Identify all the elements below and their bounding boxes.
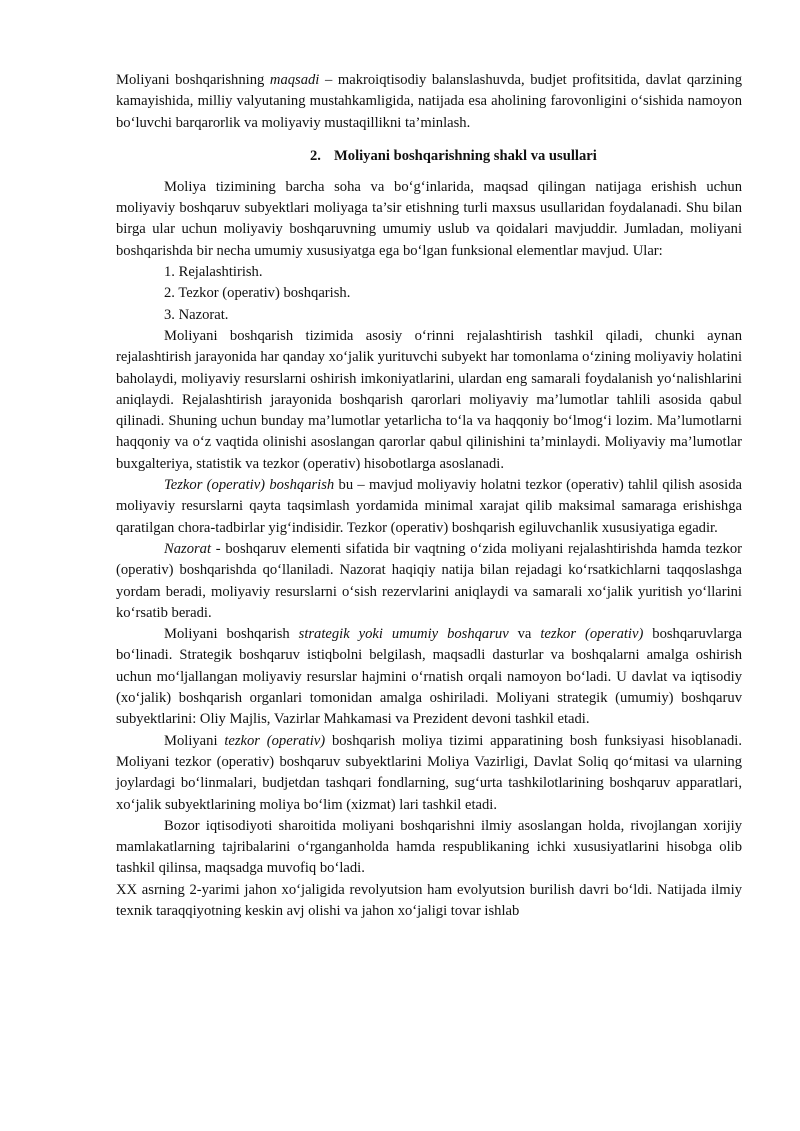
paragraph-planning: Moliyani boshqarish tizimida asosiy o‘rinni rejalashtirish tashkil qiladi, chunki aynan rejalashtirish jarayonida har qanday xo‘jalik yurituvchi subyekt har tomonlama o‘zining moliyaviy holatini baholaydi, moliyaviy resurslarni oshirish imkoniyatlarini, ulardan eng samarali foydalanish yo‘nalishlarini aniqlaydi. Rejalashtirish jarayonida boshqarish qarorlari moliyaviy ma’lumotlar tahlili asosida qabul qilinadi. Shuning uchun bunday ma’lumotlar yetarlicha to‘la va haqqoniy bo‘lmog‘i lozim. Ma’lumotlarni haqqoniy va o‘z vaqtida olinishi asoslangan qarorlar qabul qilinishini ta’minlaydi. Moliyaviy ma’lumotlar buxgalteriya, statistik va tezkor (operativ) hisobotlarga asoslanadi. [116,327,742,472]
document-body [116,70,742,922]
text-run: Moliyani boshqarishning [116,72,270,88]
italic-term: Tezkor (operativ) boshqarish [164,477,335,494]
text-run: boshqaruvlarga bo‘linadi. Strategik boshqaruv istiqbolni belgilash, maqsadli dasturlar va boshqalarni amalga oshirish uchun mo‘ljallangan moliyaviy resurslar hajmini o‘rnatish orqali namoyon bo‘ladi. U davlat va iqtisodiy (xo‘jalik) boshqarish organlari tomonidan amalga oshiriladi. Moliyani strategik (umumiy) boshqaruv subyektlarini: Oliy Majlis, Vazirlar Mahkamasi va Prezident devoni tashkil etadi. [116,626,742,728]
text-run: va [508,626,541,643]
italic-term: tezkor (operativ) [224,732,326,749]
paragraph-twentieth-century: XX asrning 2-yarimi jahon xo‘jaligida revolyutsion ham evolyutsion burilish davri bo‘ldi. Natijada ilmiy texnik taraqqiyotning keskin avj olishi va jahon xo‘jaligi tovar ishlab [116,881,742,919]
paragraph-operative-management [116,731,742,816]
italic-term: maqsadi [269,72,320,88]
paragraph-goal [116,70,742,134]
section-title: Moliyani boshqarishning shakl va usullari [334,147,597,164]
text-run: boshqarish moliya tizimi apparatining bosh funksiyasi hisoblanadi. Moliyani tezkor (operativ) boshqaruv subyektlarini Moliya Vazirligi, Davlat Soliq qo‘mitasi va ularning joylardagi bo‘linmalari, budjetdan tashqari fondlarning, sug‘urta tashkilotlarining boshqaruv apparatlari, xo‘jalik subyektlarining moliya bo‘lim (xizmat) lari tashkil etadi. [116,732,742,813]
section-heading [116,146,742,167]
text-run: - boshqaruv elementi sifatida bir vaqtning o‘zida moliyani rejalashtirishda hamda tezkor (operativ) boshqarishda qo‘llaniladi. Nazorat haqiqiy natija bilan rejadagi ko‘rsatkichlarni taqqoslashga yordam beradi, moliyaviy resurslarni o‘sish rezervlarini aniqlaydi va samarali xo‘jalik yuritish yo‘llarini ko‘rsatib beradi. [116,540,742,621]
list-item: 3. Nazorat. [164,306,229,323]
list-item: 2. Tezkor (operativ) boshqarish. [164,285,351,302]
paragraph-strategic [116,624,742,730]
text-run: bu – mavjud moliyaviy holatni tezkor (operativ) tahlil qilish asosida moliyaviy resurslarni qayta taqsimlash yordamida minimal xarajat qilib maksimal samaraga erishishga qaratilgan chora-tadbirlar yig‘indisidir. Tezkor (operativ) boshqarish egiluvchanlik xususiyatiga egadir. [116,477,742,536]
text-run: Moliyani [164,732,225,749]
italic-term: tezkor (operativ) [540,626,644,643]
paragraph-operative [116,475,742,539]
paragraph-market-economy: Bozor iqtisodiyoti sharoitida moliyani boshqarishni ilmiy asoslangan holda, rivojlangan xorijiy mamlakatlarning tajribalarini o‘rganganholda hamda respublikaning ichki xususiyatlarini hisobga olib tashkil qilinsa, maqsadga muvofiq bo‘ladi. [116,817,742,877]
paragraph-control [116,539,742,624]
paragraph-intro: Moliya tizimining barcha soha va bo‘g‘inlarida, maqsad qilingan natijaga erishish uchun moliyaviy boshqaruv subyektlari moliyaga ta’sir etishning turli maxsus usullaridan foydalanadi. Shu bilan birga ular uchun moliyaviy boshqaruvning umumiy uslub va qoidalari mavjuddir. Jumladan, moliyani boshqarishda bir necha umumiy xususiyatga ega bo‘lgan funksional elementlar mavjud. Ular: [116,178,742,259]
text-run: Moliyani boshqarish [164,626,299,643]
list-item: 1. Rejalashtirish. [164,264,263,281]
text-run: – makroiqtisodiy balanslashuvda, budjet profitsitida, davlat qarzining kamayishida, milliy valyutaning mustahkamligida, natijada esa aholining farovonligini o‘sishida namoyon bo‘luvchi barqarorlik va moliyaviy mustaqillikni ta’minlash. [116,72,742,131]
italic-term: strategik yoki umumiy boshqaruv [298,626,509,643]
section-number: 2. [310,147,321,164]
italic-term: Nazorat [164,540,212,557]
